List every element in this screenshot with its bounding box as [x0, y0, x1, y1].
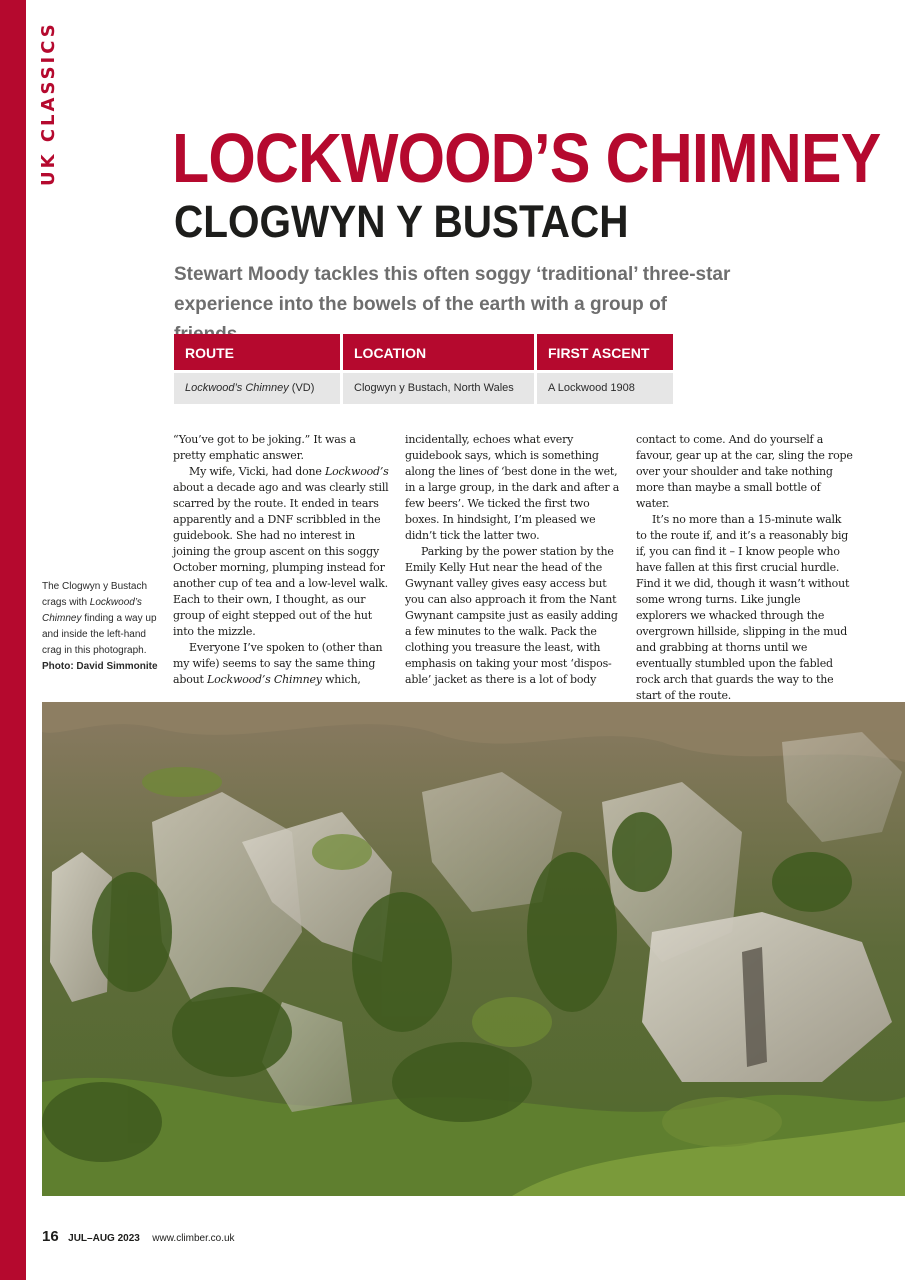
red-spine-bar: [0, 0, 26, 1280]
paragraph: [173, 640, 391, 688]
crag-photo-illustration: [42, 702, 905, 1196]
photo-credit: Photo: David Simmonite: [42, 661, 158, 672]
location-column: [343, 334, 534, 404]
photo-caption: [42, 579, 164, 675]
first-ascent-column: [537, 334, 673, 404]
page-number: 16: [42, 1228, 59, 1245]
route-info-table: [174, 334, 674, 404]
text-run: My wife, Vicki, had done: [189, 465, 326, 478]
text-run-italic: Lockwood’s Chimney: [207, 673, 322, 686]
article-column-1: [173, 432, 391, 686]
text-run: which,: [321, 673, 361, 686]
text-run-italic: Lockwood’s: [325, 465, 389, 478]
caption-text: The Clogwyn y Bustach crags with: [42, 581, 148, 608]
route-grade: (VD): [288, 382, 315, 394]
first-ascent-header: FIRST ASCENT: [537, 334, 673, 370]
paragraph: [173, 464, 391, 640]
location-header: LOCATION: [343, 334, 534, 370]
caption-text-end: finding a way up and inside the left-hand crag in this photograph.: [42, 613, 157, 656]
paragraph: incidentally, echoes what every guidebook says, which is something along the lines of ‘best done in the wet, in a large group, in the dark and after a few beers’. We ticked the first two boxes. In hindsight, I’m pleased we didn’t tick the latter two.: [405, 433, 620, 542]
section-label: UK CLASSICS: [38, 21, 59, 186]
crag-photo: [42, 702, 905, 1196]
route-name: Lockwood’s Chimney: [185, 382, 289, 394]
paragraph: Parking by the power station by the Emily Kelly Hut near the head of the Gwynant valley gives easy access but you can also approach it from the Nant Gwynant campsite just as easily adding a few minutes to the walk. Pack the clothing you treasure the least, with emphasis on taking your most ‘dispos- able’ jacket as there is a lot of body: [405, 545, 618, 686]
article-subtitle: CLOGWYN Y BUSTACH: [174, 196, 629, 247]
first-ascent-value: A Lockwood 1908: [537, 373, 673, 404]
route-column: [174, 334, 340, 404]
standfirst: Stewart Moody tackles this often soggy ‘traditional’ three-star experience into the bowels of the earth with a group of: [174, 264, 731, 315]
location-value: Clogwyn y Bustach, North Wales: [343, 373, 534, 404]
article-title: LOCKWOOD’S CHIMNEY: [172, 119, 881, 197]
paragraph: “You’ve got to be joking.” It was a pretty emphatic answer.: [173, 433, 356, 462]
paragraph: contact to come. And do yourself a favour, gear up at the car, sling the rope over your shoulder and take nothing more than maybe a small bottle of water.: [636, 433, 853, 510]
route-header: ROUTE: [174, 334, 340, 370]
text-run: about a decade ago and was clearly still scarred by the route. It ended in tears apparently and a DNF scribbled in the guidebook. She had no interest in joining the group ascent on this soggy October morning, plumping instead for another cup of tea and a low-level walk. Each to their own, I thought, as our group of eight stepped out of the hut into the mizzle.: [173, 481, 389, 638]
paragraph: It’s no more than a 15-minute walk to the route if, and it’s a reasonably big if, you can find it – I know people who have fallen at this first crucial hurdle. Find it we did, though it wasn’t without some wrong turns. Like jungle explorers we whacked through the overgrown hillside, slipping in the mud and grabbing at thorns until we eventually stumbled upon the fabled rock arch that guards the way to the start of the route.: [636, 513, 850, 702]
issue-date: JUL–AUG 2023: [68, 1233, 140, 1244]
website-url: www.climber.co.uk: [152, 1233, 235, 1244]
article-column-3: [636, 432, 854, 702]
page-footer: [42, 1228, 235, 1250]
route-value: [174, 373, 340, 404]
article-column-2: [405, 432, 623, 686]
text-run: Everyone I’ve spoken to (other than my wife) seems to say the same thing about: [173, 641, 383, 686]
caption-route-name: Lockwood’s Chimney: [42, 597, 142, 624]
